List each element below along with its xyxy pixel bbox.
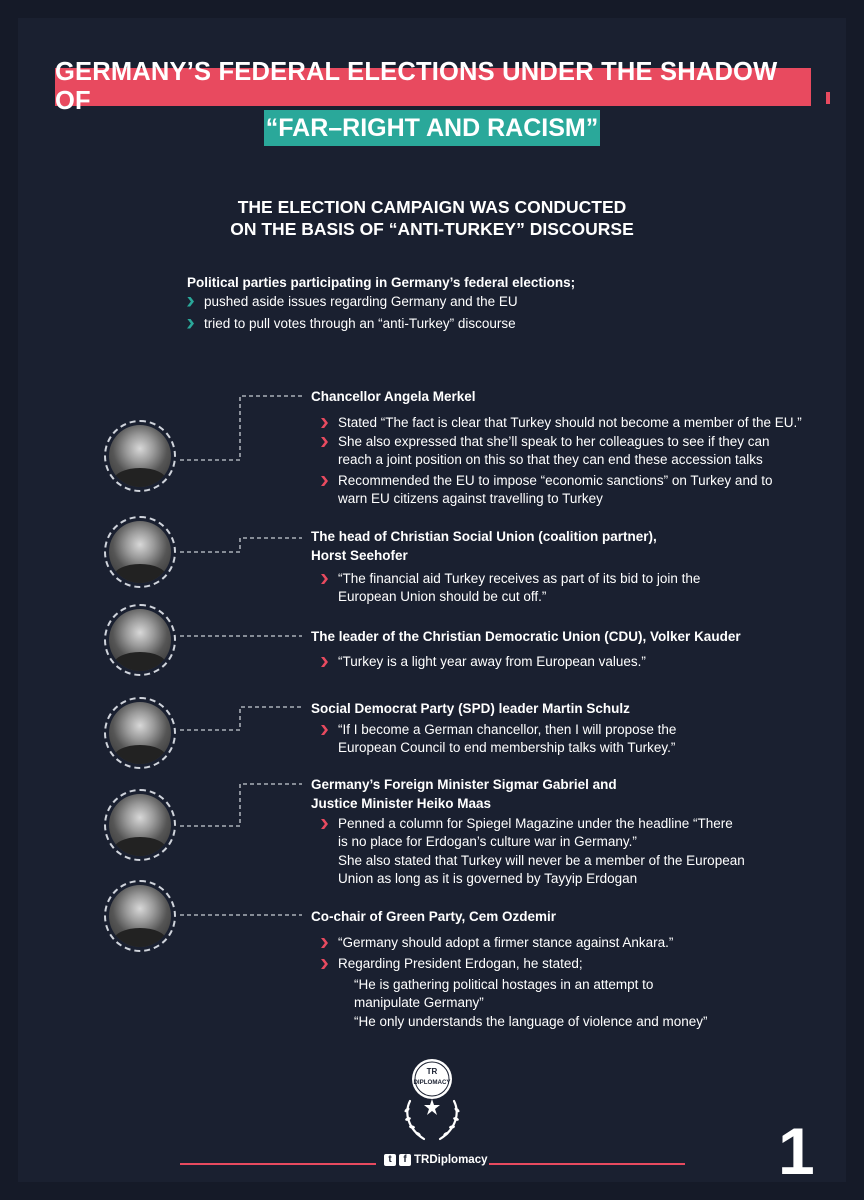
- avatar-merkel: [104, 420, 176, 492]
- logo-text-tr: TR: [426, 1067, 438, 1076]
- person-name: The leader of the Christian Democratic Union (CDU), Volker Kauder: [311, 629, 741, 644]
- statement-text: Regarding President Erdogan, he stated;: [338, 956, 583, 971]
- statement: [321, 414, 811, 432]
- statement: [321, 934, 811, 952]
- statement-text: “Turkey is a light year away from European values.”: [338, 654, 646, 669]
- chevron-right-icon: [321, 437, 328, 447]
- avatar-ozdemir: [104, 880, 176, 952]
- avatar-seehofer: [104, 516, 176, 588]
- facebook-icon: f: [399, 1154, 411, 1166]
- social-handle[interactable]: [384, 1154, 488, 1166]
- footer-divider-right: [489, 1163, 685, 1165]
- statement-text: She also expressed that she’ll speak to her colleagues to see if they can reach a joint position on this so that they can end these accession talks: [338, 434, 770, 467]
- connector-seehofer: [180, 538, 302, 552]
- statement: [321, 653, 811, 671]
- intro-item-text: tried to pull votes through an “anti-Turkey” discourse: [204, 316, 516, 331]
- person-name: Co-chair of Green Party, Cem Ozdemir: [311, 909, 557, 924]
- person-name: [311, 527, 657, 565]
- connector-gabriel: [180, 784, 302, 826]
- person-name-line: Germany’s Foreign Minister Sigmar Gabriel and: [311, 777, 617, 792]
- chevron-right-icon: [321, 657, 328, 667]
- person-name: Social Democrat Party (SPD) leader Martin Schulz: [311, 701, 630, 716]
- star-icon: [424, 1099, 440, 1115]
- person-name-line: The head of Christian Social Union (coalition partner),: [311, 529, 657, 544]
- intro-item-text: pushed aside issues regarding Germany and the EU: [204, 294, 518, 309]
- chevron-right-icon: [321, 938, 328, 948]
- quote: “He only understands the language of violence and money”: [354, 1014, 708, 1029]
- connector-merkel: [180, 396, 302, 460]
- social-footer: [0, 1152, 864, 1172]
- chevron-right-icon: [321, 476, 328, 486]
- person-name: [311, 775, 617, 813]
- statement: [321, 955, 811, 973]
- person-name: Chancellor Angela Merkel: [311, 389, 476, 404]
- twitter-icon: t: [384, 1154, 396, 1166]
- person-name-line: Horst Seehofer: [311, 548, 408, 563]
- statement: [321, 472, 791, 508]
- statement-text: “If I become a German chancellor, then I will propose the European Council to end membership talks with Turkey.”: [338, 722, 677, 755]
- footer-divider-left: [180, 1163, 376, 1165]
- statement: [321, 570, 721, 606]
- avatar-gabriel-maas: [104, 789, 176, 861]
- avatar-kauder: [104, 604, 176, 676]
- statement: [338, 852, 758, 888]
- logo-text-diplomacy: DIPLOMACY: [413, 1079, 451, 1086]
- statement: [321, 815, 741, 851]
- statement-text: Penned a column for Spiegel Magazine under the headline “There is no place for Erdogan’s culture war in Germany.”: [338, 816, 733, 849]
- quote: “He is gathering political hostages in an attempt to manipulate Germany”: [354, 977, 654, 1010]
- chevron-right-icon: [321, 959, 328, 969]
- tr-diplomacy-logo: [394, 1055, 470, 1145]
- statement-text: Stated “The fact is clear that Turkey should not become a member of the EU.”: [338, 415, 802, 430]
- statement-text: She also stated that Turkey will never be a member of the European Union as long as it is governed by Tayyip Erdogan: [338, 853, 745, 886]
- chevron-right-icon: [321, 574, 328, 584]
- statement: [321, 721, 721, 757]
- social-handle-text: TRDiplomacy: [414, 1154, 488, 1166]
- title-line-2: “FAR–RIGHT AND RACISM”: [264, 110, 600, 146]
- page-number: 1: [778, 1114, 815, 1188]
- statement-text: “The financial aid Turkey receives as part of its bid to join the European Union should be cut off.”: [338, 571, 701, 604]
- chevron-right-icon: [321, 819, 328, 829]
- avatar-schulz: [104, 697, 176, 769]
- chevron-right-icon: [321, 418, 328, 428]
- chevron-right-icon: [321, 725, 328, 735]
- statement: [321, 433, 791, 469]
- person-name-line: Justice Minister Heiko Maas: [311, 796, 492, 811]
- subheading-line-1: THE ELECTION CAMPAIGN WAS CONDUCTED: [237, 197, 627, 217]
- statement-text: Recommended the EU to impose “economic sanctions” on Turkey and to warn EU citizens against travelling to Turkey: [338, 473, 773, 506]
- intro-heading: Political parties participating in Germany’s federal elections;: [187, 275, 576, 290]
- connector-schulz: [180, 707, 302, 730]
- subheading-line-2: ON THE BASIS OF “ANTI-TURKEY” DISCOURSE: [230, 219, 634, 239]
- statement-text: “Germany should adopt a firmer stance against Ankara.”: [338, 935, 674, 950]
- title-line-1: GERMANY’S FEDERAL ELECTIONS UNDER THE SHADOW OF: [55, 68, 811, 106]
